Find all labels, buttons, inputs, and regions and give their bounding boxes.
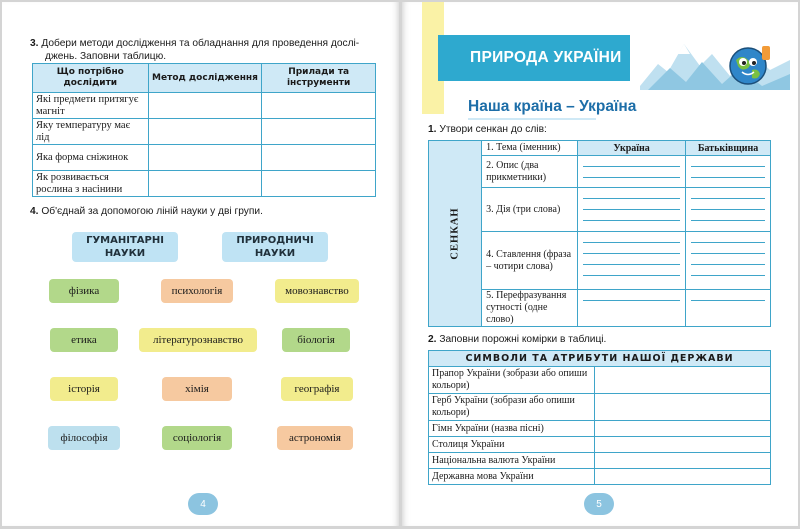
table-cell-blank[interactable] xyxy=(262,171,376,197)
task-4-text: Об'єднай за допомогою ліній науки у дві групи. xyxy=(41,206,263,217)
table-cell-question: Яку температуру має лід xyxy=(33,119,149,145)
group-humanities[interactable]: ГУМАНІТАРНІ НАУКИ xyxy=(72,232,178,262)
answer-cell[interactable] xyxy=(595,453,771,469)
science-ethics[interactable]: етика xyxy=(50,328,118,352)
science-philosophy[interactable]: філософія xyxy=(48,426,120,450)
table-row xyxy=(429,394,771,421)
state-symbols-table xyxy=(428,350,771,485)
symbol-label: Столиця України xyxy=(429,437,595,453)
table-cell-blank[interactable] xyxy=(148,119,262,145)
group-natural-sciences[interactable]: ПРИРОДНИЧІ НАУКИ xyxy=(222,232,328,262)
cinquain-row-label: 1. Тема (іменник) xyxy=(482,141,578,156)
symbol-label: Прапор України (зобрази або опиши кольори) xyxy=(429,367,595,394)
answer-cell[interactable] xyxy=(578,232,686,290)
page-number: 5 xyxy=(584,493,614,515)
task-3-number: 3. xyxy=(30,38,39,49)
answer-cell[interactable] xyxy=(595,437,771,453)
answer-cell[interactable] xyxy=(595,367,771,394)
table-row xyxy=(429,469,771,485)
answer-cell[interactable] xyxy=(595,394,771,421)
table-row xyxy=(33,119,376,145)
cinquain-row-label: 2. Опис (два прикметники) xyxy=(482,156,578,188)
task-3-text-line2: джень. Заповни таблицю. xyxy=(45,51,167,62)
answer-cell[interactable] xyxy=(595,469,771,485)
table-cell-blank[interactable] xyxy=(148,171,262,197)
task-3-text-line1: Добери методи дослідження та обладнання для проведення дослі- xyxy=(41,38,360,49)
table-cell-blank[interactable] xyxy=(262,145,376,171)
table-cell-blank[interactable] xyxy=(262,93,376,119)
subtitle-underline xyxy=(468,118,596,120)
task-4-instruction xyxy=(30,205,263,218)
task-3-instruction xyxy=(30,37,380,63)
table-cell-blank[interactable] xyxy=(262,119,376,145)
symbol-label: Герб України (зобрази або опиши кольори) xyxy=(429,394,595,421)
answer-cell[interactable] xyxy=(595,421,771,437)
task-2-text: Заповни порожні комірки в таблиці. xyxy=(439,334,607,345)
table-row xyxy=(429,437,771,453)
table-header: Україна xyxy=(578,141,686,156)
task-4-number: 4. xyxy=(30,206,39,217)
table-header: Батьківщина xyxy=(686,141,771,156)
answer-cell[interactable] xyxy=(686,156,771,188)
table-cell-blank[interactable] xyxy=(148,93,262,119)
task-2-instruction xyxy=(428,333,606,346)
cinquain-row-label: 4. Ставлення (фраза – чотири слова) xyxy=(482,232,578,290)
research-methods-table xyxy=(32,63,376,197)
table-cell-question: Як розвивається рослина з насінини xyxy=(33,171,149,197)
symbol-label: Державна мова України xyxy=(429,469,595,485)
table-cell-blank[interactable] xyxy=(148,145,262,171)
science-literary-studies[interactable]: літературознавство xyxy=(139,328,257,352)
science-linguistics[interactable]: мовознавство xyxy=(275,279,359,303)
answer-cell[interactable] xyxy=(578,188,686,232)
science-biology[interactable]: біологія xyxy=(282,328,350,352)
cinquain-row-label: 5. Перефразування сутності (одне слово) xyxy=(482,290,578,327)
answer-cell[interactable] xyxy=(578,290,686,327)
task-1-number: 1. xyxy=(428,124,437,135)
answer-cell[interactable] xyxy=(686,232,771,290)
table-header: Прилади та інструменти xyxy=(262,64,376,93)
table-header: Що потрібно дослідити xyxy=(33,64,149,93)
table-row xyxy=(429,453,771,469)
table-cell-question: Яка форма сніжинок xyxy=(33,145,149,171)
cinquain-side-label: СЕНКАН xyxy=(429,141,482,327)
chapter-title: ПРИРОДА УКРАЇНИ xyxy=(470,49,622,66)
table-header: СИМВОЛИ ТА АТРИБУТИ НАШОЇ ДЕРЖАВИ xyxy=(429,351,771,367)
symbol-label: Гімн України (назва пісні) xyxy=(429,421,595,437)
science-chemistry[interactable]: хімія xyxy=(162,377,232,401)
table-row xyxy=(33,145,376,171)
table-header: Метод дослідження xyxy=(148,64,262,93)
left-page xyxy=(2,2,399,526)
table-row xyxy=(429,367,771,394)
science-physics[interactable]: фізика xyxy=(49,279,119,303)
table-cell-question: Які предмети притягує магніт xyxy=(33,93,149,119)
table-row xyxy=(33,171,376,197)
science-geography[interactable]: географія xyxy=(281,377,353,401)
globe-mascot-icon xyxy=(724,42,772,90)
cinquain-row-label: 3. Дія (три слова) xyxy=(482,188,578,232)
chapter-banner xyxy=(438,35,630,81)
answer-cell[interactable] xyxy=(686,188,771,232)
science-psychology[interactable]: психологія xyxy=(161,279,233,303)
answer-cell[interactable] xyxy=(578,156,686,188)
lesson-subtitle: Наша країна – Україна xyxy=(468,98,637,115)
symbol-label: Національна валюта України xyxy=(429,453,595,469)
science-sociology[interactable]: соціологія xyxy=(162,426,232,450)
cinquain-table xyxy=(428,140,771,327)
task-2-number: 2. xyxy=(428,334,437,345)
table-row xyxy=(429,421,771,437)
answer-cell[interactable] xyxy=(686,290,771,327)
task-1-instruction xyxy=(428,123,547,136)
table-row xyxy=(33,93,376,119)
page-number: 4 xyxy=(188,493,218,515)
right-page xyxy=(402,2,798,526)
task-1-text: Утвори сенкан до слів: xyxy=(439,124,547,135)
science-history[interactable]: історія xyxy=(50,377,118,401)
science-astronomy[interactable]: астрономія xyxy=(277,426,353,450)
